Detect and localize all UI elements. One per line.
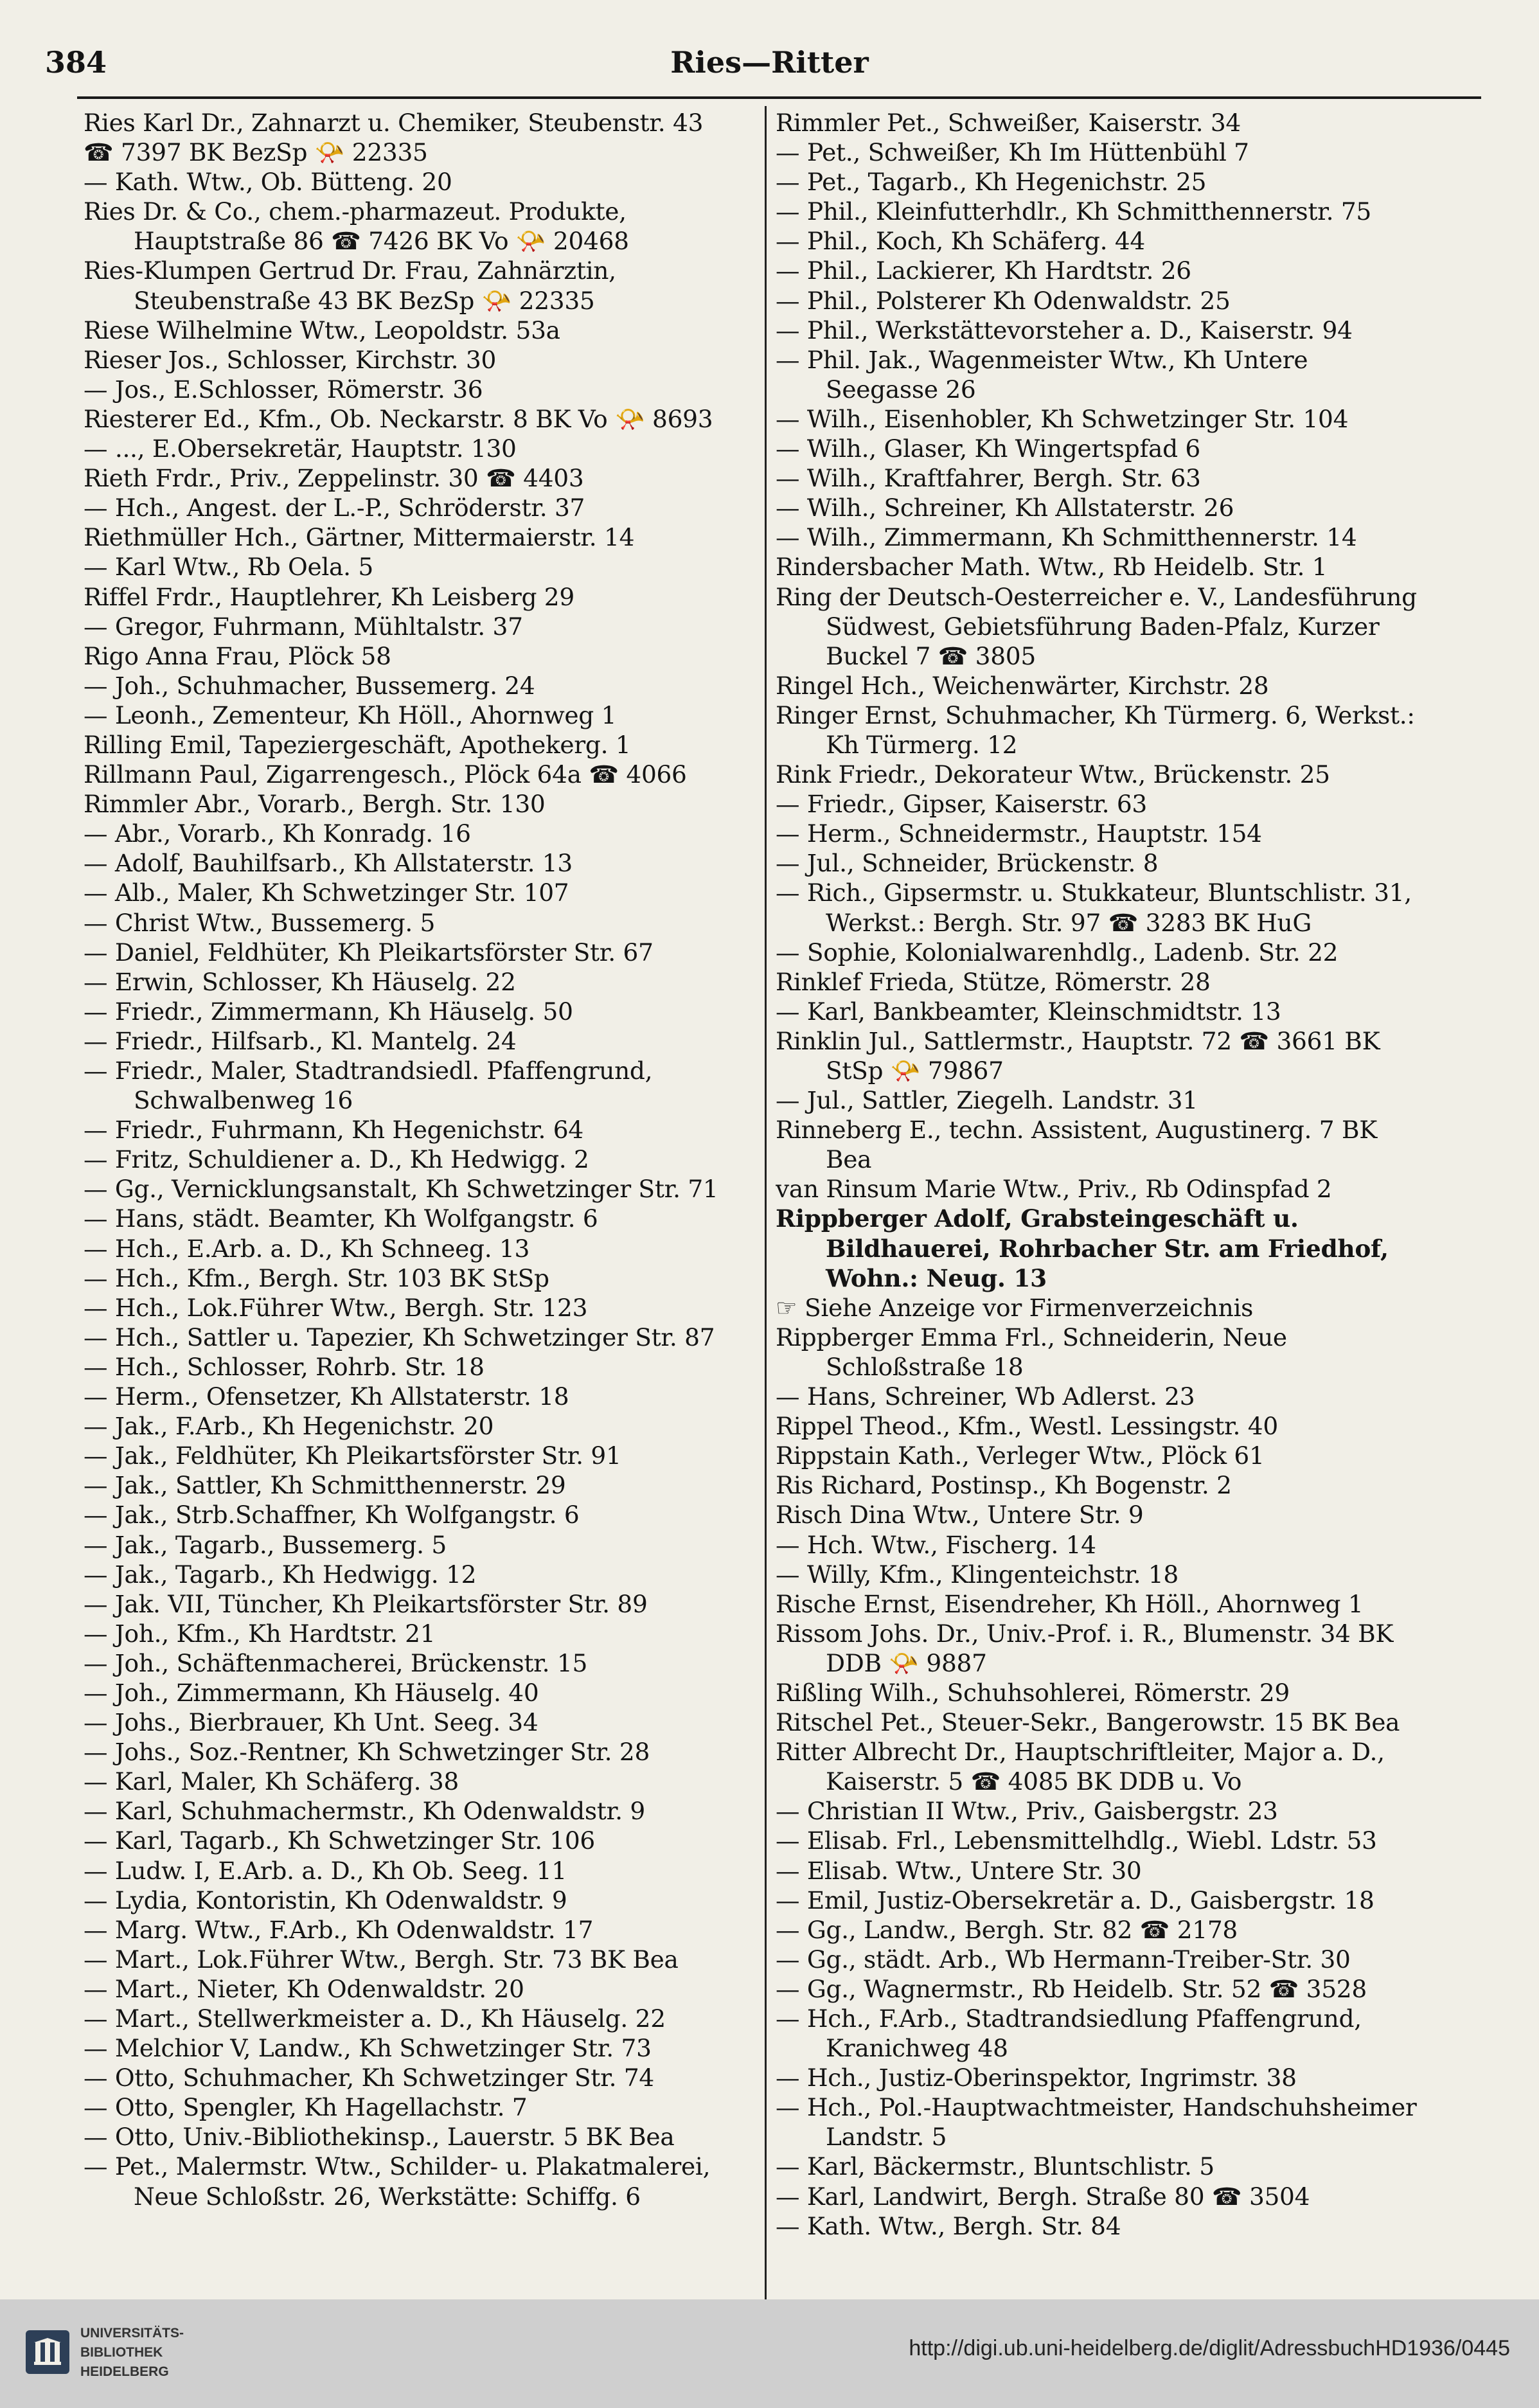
directory-entry: — Kath. Wtw., Ob. Bütteng. 20 [84, 168, 452, 197]
directory-entry: — Phil., Lackierer, Kh Hardtstr. 26 [776, 256, 1191, 285]
directory-entry: Rippel Theod., Kfm., Westl. Lessingstr. 40 [776, 1412, 1278, 1441]
directory-entry: — Jos., E.Schlosser, Römerstr. 36 [84, 375, 483, 404]
directory-entry: Rippstain Kath., Verleger Wtw., Plöck 61 [776, 1441, 1265, 1470]
directory-entry: — Hch., Pol.-Hauptwachtmeister, Handschuhsheimer Landstr. 5 [776, 2093, 1417, 2152]
directory-entry: — Jul., Sattler, Ziegelh. Landstr. 31 [776, 1086, 1198, 1115]
directory-entry: — Gg., städt. Arb., Wb Hermann-Treiber-Str. 30 [776, 1945, 1351, 1974]
directory-entry: — Karl Wtw., Rb Oela. 5 [84, 553, 373, 582]
directory-entry: — ..., E.Obersekretär, Hauptstr. 130 [84, 434, 517, 463]
directory-entry: — Otto, Univ.-Bibliothekinsp., Lauerstr. 5 BK Bea [84, 2123, 675, 2152]
directory-entry: — Jak. VII, Tüncher, Kh Pleikartsförster Str. 89 [84, 1589, 648, 1618]
directory-entry: — Hch., F.Arb., Stadtrandsiedlung Pfaffengrund, Kranichweg 48 [776, 2004, 1362, 2063]
directory-entry: — Friedr., Gipser, Kaiserstr. 63 [776, 790, 1147, 819]
directory-entry: — Joh., Zimmermann, Kh Häuselg. 40 [84, 1678, 539, 1707]
directory-entry: — Melchior V, Landw., Kh Schwetzinger Str. 73 [84, 2034, 652, 2063]
directory-entry: — Joh., Schuhmacher, Bussemerg. 24 [84, 671, 535, 700]
directory-entry: — Pet., Tagarb., Kh Hegenichstr. 25 [776, 168, 1207, 197]
directory-entry: — Phil., Kleinfutterhdlr., Kh Schmitthennerstr. 75 [776, 197, 1371, 226]
directory-entry: — Pet., Schweißer, Kh Im Hüttenbühl 7 [776, 138, 1249, 167]
directory-entry: Ring der Deutsch-Oesterreicher e. V., Landesführung Südwest, Gebietsführung Baden-Pfalz, Kurzer Buckel 7 ☎ 3805 [776, 582, 1417, 670]
directory-entry: — Lydia, Kontoristin, Kh Odenwaldstr. 9 [84, 1886, 567, 1914]
source-url[interactable]: http://digi.ub.uni-heidelberg.de/diglit/AdressbuchHD1936/0445 [909, 2336, 1510, 2360]
directory-entry: — Ludw. I, E.Arb. a. D., Kh Ob. Seeg. 11 [84, 1856, 567, 1885]
directory-entry: Riese Wilhelmine Wtw., Leopoldstr. 53a [84, 316, 560, 344]
directory-entry: Rische Ernst, Eisendreher, Kh Höll., Ahornweg 1 [776, 1589, 1364, 1618]
directory-entry: — Wilh., Kraftfahrer, Bergh. Str. 63 [776, 464, 1201, 493]
left-column [84, 108, 758, 2211]
directory-entry: — Phil. Jak., Wagenmeister Wtw., Kh Untere Seegasse 26 [776, 345, 1308, 404]
directory-entry: — Alb., Maler, Kh Schwetzinger Str. 107 [84, 878, 569, 907]
directory-entry: — Leonh., Zementeur, Kh Höll., Ahornweg 1 [84, 700, 617, 729]
directory-entry: van Rinsum Marie Wtw., Priv., Rb Odinspfad 2 [776, 1175, 1332, 1204]
directory-entry: ☎ 7397 BK BezSp 📯 22335 [84, 138, 428, 167]
directory-entry: — Christ Wtw., Bussemerg. 5 [84, 908, 436, 937]
directory-entry: — Friedr., Hilfsarb., Kl. Mantelg. 24 [84, 1026, 517, 1055]
directory-entry: Rinklin Jul., Sattlermstr., Hauptstr. 72 ☎ 3661 BK StSp 📯 79867 [776, 1026, 1380, 1085]
directory-entry: Rink Friedr., Dekorateur Wtw., Brückenstr. 25 [776, 760, 1330, 789]
directory-entry: — Hch., Lok.Führer Wtw., Bergh. Str. 123 [84, 1293, 588, 1322]
directory-entry: — Joh., Kfm., Kh Hardtstr. 21 [84, 1619, 436, 1648]
directory-entry: — Daniel, Feldhüter, Kh Pleikartsförster Str. 67 [84, 938, 654, 967]
directory-entry: Ris Richard, Postinsp., Kh Bogenstr. 2 [776, 1471, 1232, 1500]
directory-entry: — Pet., Malermstr. Wtw., Schilder- u. Plakatmalerei, Neue Schloßstr. 26, Werkstätte: Schiffg. 6 [84, 2152, 711, 2211]
directory-entry: — Hch., E.Arb. a. D., Kh Schneeg. 13 [84, 1234, 530, 1263]
directory-entry: — Jul., Schneider, Brückenstr. 8 [776, 849, 1159, 878]
directory-entry: — Sophie, Kolonialwarenhdlg., Ladenb. Str. 22 [776, 938, 1339, 967]
directory-entry: — Hch., Kfm., Bergh. Str. 103 BK StSp [84, 1263, 549, 1292]
directory-entry: — Hch., Schlosser, Rohrb. Str. 18 [84, 1352, 485, 1381]
directory-entry: — Hans, Schreiner, Wb Adlerst. 23 [776, 1382, 1195, 1411]
directory-entry: Riethmüller Hch., Gärtner, Mittermaierstr. 14 [84, 523, 635, 552]
directory-entry: — Hch., Justiz-Oberinspektor, Ingrimstr. 38 [776, 2064, 1297, 2092]
directory-entry: — Phil., Polsterer Kh Odenwaldstr. 25 [776, 286, 1231, 315]
directory-entry: — Phil., Werkstättevorsteher a. D., Kaiserstr. 94 [776, 316, 1353, 344]
directory-entry: — Karl, Bankbeamter, Kleinschmidtstr. 13 [776, 997, 1281, 1026]
directory-entry: — Kath. Wtw., Bergh. Str. 84 [776, 2211, 1121, 2240]
directory-entry: — Karl, Bäckermstr., Bluntschlistr. 5 [776, 2152, 1214, 2181]
right-column [776, 108, 1425, 2241]
directory-entry: Rißling Wilh., Schuhsohlerei, Römerstr. 29 [776, 1678, 1290, 1707]
directory-entry: — Rich., Gipsermstr. u. Stukkateur, Bluntschlistr. 31, Werkst.: Bergh. Str. 97 ☎ 3283 BK HuG [776, 878, 1412, 937]
directory-entry: — Johs., Soz.-Rentner, Kh Schwetzinger Str. 28 [84, 1738, 650, 1767]
directory-entry: Rissom Johs. Dr., Univ.-Prof. i. R., Blumenstr. 34 BK DDB 📯 9887 [776, 1619, 1394, 1677]
directory-entry: Rilling Emil, Tapeziergeschäft, Apothekerg. 1 [84, 730, 631, 759]
directory-entry: — Friedr., Fuhrmann, Kh Hegenichstr. 64 [84, 1116, 583, 1145]
directory-entry: — Wilh., Zimmermann, Kh Schmitthennerstr. 14 [776, 523, 1357, 552]
directory-entry: Ries Karl Dr., Zahnarzt u. Chemiker, Steubenstr. 43 [84, 109, 704, 137]
directory-entry: — Jak., Sattler, Kh Schmitthennerstr. 29 [84, 1471, 566, 1500]
directory-entry: — Hch., Sattler u. Tapezier, Kh Schwetzinger Str. 87 [84, 1323, 715, 1351]
directory-entry: — Johs., Bierbrauer, Kh Unt. Seeg. 34 [84, 1708, 538, 1737]
directory-entry: — Wilh., Glaser, Kh Wingertspfad 6 [776, 434, 1200, 463]
directory-entry: Rippberger Adolf, Grabsteingeschäft u. Bildhauerei, Rohrbacher Str. am Friedhof, Wohn.: Neug. 13 [776, 1204, 1389, 1292]
directory-entry: — Elisab. Frl., Lebensmittelhdlg., Wiebl. Ldstr. 53 [776, 1826, 1377, 1855]
directory-entry: — Gregor, Fuhrmann, Mühltalstr. 37 [84, 612, 523, 641]
directory-entry: Rieser Jos., Schlosser, Kirchstr. 30 [84, 345, 497, 374]
directory-entry: Rinklef Frieda, Stütze, Römerstr. 28 [776, 967, 1211, 996]
directory-entry: Rieth Frdr., Priv., Zeppelinstr. 30 ☎ 4403 [84, 464, 584, 493]
directory-entry: — Karl, Tagarb., Kh Schwetzinger Str. 106 [84, 1826, 595, 1855]
directory-entry: — Elisab. Wtw., Untere Str. 30 [776, 1856, 1142, 1885]
directory-entry: — Jak., Tagarb., Bussemerg. 5 [84, 1530, 447, 1559]
directory-entry: — Otto, Schuhmacher, Kh Schwetzinger Str. 74 [84, 2064, 654, 2092]
directory-entry: — Jak., F.Arb., Kh Hegenichstr. 20 [84, 1412, 494, 1441]
directory-entry: — Mart., Nieter, Kh Odenwaldstr. 20 [84, 1974, 524, 2003]
directory-entry: — Friedr., Maler, Stadtrandsiedl. Pfaffengrund, Schwalbenweg 16 [84, 1057, 653, 1115]
directory-entry: — Jak., Strb.Schaffner, Kh Wolfgangstr. 6 [84, 1501, 580, 1530]
directory-entry: — Otto, Spengler, Kh Hagellachstr. 7 [84, 2093, 528, 2122]
directory-entry: — Herm., Schneidermstr., Hauptstr. 154 [776, 819, 1262, 848]
directory-entry: — Marg. Wtw., F.Arb., Kh Odenwaldstr. 17 [84, 1915, 594, 1944]
directory-entry: — Abr., Vorarb., Kh Konradg. 16 [84, 819, 471, 848]
directory-entry: — Joh., Schäftenmacherei, Brückenstr. 15 [84, 1648, 588, 1677]
directory-entry: Ries Dr. & Co., chem.-pharmazeut. Produkte, Hauptstraße 86 ☎ 7426 BK Vo 📯 20468 [84, 197, 629, 256]
page-number: 384 [45, 45, 107, 80]
directory-entry: — Karl, Maler, Kh Schäferg. 38 [84, 1767, 459, 1796]
directory-entry: — Karl, Landwirt, Bergh. Straße 80 ☎ 3504 [776, 2182, 1310, 2211]
directory-entry: — Herm., Ofensetzer, Kh Allstaterstr. 18 [84, 1382, 569, 1411]
directory-entry: Rimmler Abr., Vorarb., Bergh. Str. 130 [84, 790, 546, 819]
directory-entry: Rigo Anna Frau, Plöck 58 [84, 641, 391, 670]
directory-entry: — Christian II Wtw., Priv., Gaisbergstr. 23 [776, 1797, 1278, 1826]
directory-entry: Rindersbacher Math. Wtw., Rb Heidelb. Str. 1 [776, 553, 1328, 582]
directory-entry: Rillmann Paul, Zigarrengesch., Plöck 64a ☎ 4066 [84, 760, 687, 789]
university-library-logo [26, 2330, 69, 2374]
directory-entry: — Phil., Koch, Kh Schäferg. 44 [776, 227, 1145, 256]
directory-entry: Ringer Ernst, Schuhmacher, Kh Türmerg. 6, Werkst.: Kh Türmerg. 12 [776, 700, 1415, 759]
footer-bar [0, 2299, 1539, 2408]
directory-entry: — Jak., Feldhüter, Kh Pleikartsförster Str. 91 [84, 1441, 621, 1470]
directory-entry: Ritschel Pet., Steuer-Sekr., Bangerowstr. 15 BK Bea [776, 1708, 1400, 1737]
directory-entry: — Hch. Wtw., Fischerg. 14 [776, 1530, 1096, 1559]
directory-entry: — Emil, Justiz-Obersekretär a. D., Gaisbergstr. 18 [776, 1886, 1374, 1914]
directory-entry: — Gg., Vernicklungsanstalt, Kh Schwetzinger Str. 71 [84, 1175, 718, 1204]
directory-entry: Ringel Hch., Weichenwärter, Kirchstr. 28 [776, 671, 1269, 700]
directory-entry: Risch Dina Wtw., Untere Str. 9 [776, 1501, 1144, 1530]
directory-entry: Ries-Klumpen Gertrud Dr. Frau, Zahnärztin, Steubenstraße 43 BK BezSp 📯 22335 [84, 256, 616, 315]
directory-entry: — Hans, städt. Beamter, Kh Wolfgangstr. 6 [84, 1204, 598, 1233]
directory-entry: Ritter Albrecht Dr., Hauptschriftleiter, Major a. D., Kaiserstr. 5 ☎ 4085 BK DDB u. Vo [776, 1738, 1385, 1796]
directory-entry: Rinneberg E., techn. Assistent, Augustinerg. 7 BK Bea [776, 1116, 1377, 1174]
directory-entry: ☞ Siehe Anzeige vor Firmenverzeichnis [776, 1293, 1254, 1322]
directory-entry: Riesterer Ed., Kfm., Ob. Neckarstr. 8 BK Vo 📯 8693 [84, 404, 713, 433]
directory-entry: — Gg., Landw., Bergh. Str. 82 ☎ 2178 [776, 1915, 1238, 1944]
directory-entry: — Hch., Angest. der L.-P., Schröderstr. 37 [84, 494, 585, 522]
directory-entry: — Gg., Wagnermstr., Rb Heidelb. Str. 52 ☎ 3528 [776, 1974, 1367, 2003]
directory-entry: — Jak., Tagarb., Kh Hedwigg. 12 [84, 1560, 477, 1589]
directory-entry: — Fritz, Schuldiener a. D., Kh Hedwigg. 2 [84, 1145, 589, 1174]
header-rule [77, 96, 1481, 99]
column-divider [765, 106, 767, 2307]
directory-entry: — Mart., Lok.Führer Wtw., Bergh. Str. 73 BK Bea [84, 1945, 679, 1974]
running-title: Ries—Ritter [670, 45, 869, 80]
directory-entry: Rippberger Emma Frl., Schneiderin, Neue Schloßstraße 18 [776, 1323, 1287, 1381]
directory-entry: — Friedr., Zimmermann, Kh Häuselg. 50 [84, 997, 573, 1026]
directory-entry: — Adolf, Bauhilfsarb., Kh Allstaterstr. 13 [84, 849, 573, 878]
directory-entry: Rimmler Pet., Schweißer, Kaiserstr. 34 [776, 109, 1241, 137]
institution-name: UNIVERSITÄTS- BIBLIOTHEK HEIDELBERG [80, 2326, 184, 2379]
directory-entry: — Wilh., Schreiner, Kh Allstaterstr. 26 [776, 494, 1234, 522]
directory-entry: — Karl, Schuhmachermstr., Kh Odenwaldstr. 9 [84, 1797, 645, 1826]
directory-entry: — Wilh., Eisenhobler, Kh Schwetzinger Str. 104 [776, 404, 1349, 433]
directory-entry: — Willy, Kfm., Klingenteichstr. 18 [776, 1560, 1179, 1589]
directory-entry: Riffel Frdr., Hauptlehrer, Kh Leisberg 29 [84, 582, 574, 611]
directory-entry: — Erwin, Schlosser, Kh Häuselg. 22 [84, 967, 516, 996]
library-seal-icon [33, 2337, 62, 2367]
directory-entry: — Mart., Stellwerkmeister a. D., Kh Häuselg. 22 [84, 2004, 666, 2033]
